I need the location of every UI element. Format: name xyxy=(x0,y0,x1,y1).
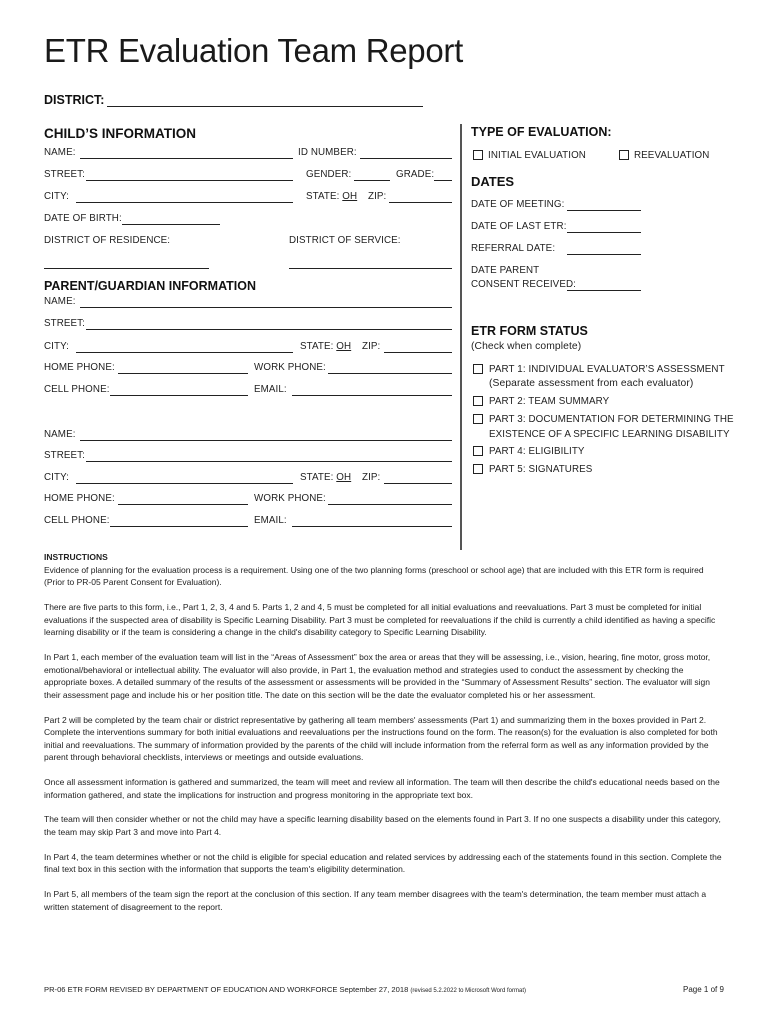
district-service-label: DISTRICT OF SERVICE: xyxy=(289,235,401,246)
referral-date-field[interactable] xyxy=(567,254,641,255)
parent1-email-label: EMAIL: xyxy=(254,384,287,395)
date-of-last-etr-label: DATE OF LAST ETR: xyxy=(471,221,567,232)
district-field[interactable] xyxy=(107,106,423,107)
parent2-state-label: STATE: xyxy=(300,472,337,483)
child-state-label: STATE: xyxy=(306,191,343,202)
parent1-cell-phone-label: CELL PHONE: xyxy=(44,384,110,395)
page-title: ETR Evaluation Team Report xyxy=(44,32,463,69)
parent1-work-phone-label: WORK PHONE: xyxy=(254,362,326,373)
parent1-street-label: STREET: xyxy=(44,318,85,329)
parent2-city-label: CITY: xyxy=(44,472,69,483)
child-name-field[interactable] xyxy=(80,158,293,159)
part4-label: PART 4: ELIGIBILITY xyxy=(489,446,585,457)
child-grade-label: GRADE: xyxy=(396,169,435,180)
parent1-city-label: CITY: xyxy=(44,341,69,352)
district-residence-field[interactable] xyxy=(44,268,209,269)
instructions-paragraph: In Part 1, each member of the evaluation team will list in the “Areas of Assessment” box the area or areas that they will be assessing, i.e., vision, hearing, fine motor, gross motor, emotional/behavioral or intellectual ability. The evaluator will also provide, in Part 1, the evaluation method and strategies used to conduct the assessment by checking the appropriate boxes. A detailed summary of the results of the assessment or assessments will be provided in the “Summary of Assessment Results” section. The evaluator will sign their assessment page and include his or her position title. The date on this section will be the date the evaluator completed his or her assessment. xyxy=(44,651,711,700)
parent1-state-label: STATE: xyxy=(300,341,337,352)
instructions-paragraph: Evidence of planning for the evaluation process is a requirement. Using one of the two planning forms (preschool or school age) that are included with this ETR form is required (Prior to PR-05 Parent Consent for Evaluation). xyxy=(44,564,704,588)
part1-checkbox[interactable] xyxy=(473,364,483,374)
child-zip-label: ZIP: xyxy=(368,191,387,202)
footer-revised-note: (revised 5.2.2022 to Microsoft Word format) xyxy=(410,988,527,994)
child-info-heading: CHILD’S INFORMATION xyxy=(44,126,196,141)
part3-sublabel: EXISTENCE OF A SPECIFIC LEARNING DISABILITY xyxy=(489,429,730,440)
child-dob-label: DATE OF BIRTH: xyxy=(44,213,122,224)
parent1-street-field[interactable] xyxy=(86,329,452,330)
instructions-heading: INSTRUCTIONS xyxy=(44,552,108,562)
parent1-home-phone-field[interactable] xyxy=(118,373,248,374)
parent2-cell-phone-label: CELL PHONE: xyxy=(44,515,110,526)
child-state xyxy=(306,191,357,202)
child-dob-field[interactable] xyxy=(122,224,220,225)
district-label: DISTRICT: xyxy=(44,93,105,107)
date-of-last-etr-field[interactable] xyxy=(567,232,641,233)
part4-checkbox[interactable] xyxy=(473,446,483,456)
parent2-zip-label: ZIP: xyxy=(362,472,381,483)
initial-evaluation-label: INITIAL EVALUATION xyxy=(488,150,586,161)
reevaluation-label: REEVALUATION xyxy=(634,150,710,161)
etr-form-status-heading: ETR FORM STATUS xyxy=(471,324,588,338)
referral-date-label: REFERRAL DATE: xyxy=(471,243,556,254)
child-gender-field[interactable] xyxy=(354,180,390,181)
child-street-label: STREET: xyxy=(44,169,85,180)
child-zip-field[interactable] xyxy=(389,202,452,203)
initial-evaluation-checkbox[interactable] xyxy=(473,150,483,160)
parent1-state xyxy=(300,341,351,352)
page-number: Page 1 of 9 xyxy=(683,985,724,994)
parent2-work-phone-label: WORK PHONE: xyxy=(254,493,326,504)
parent1-email-field[interactable] xyxy=(292,395,452,396)
child-city-label: CITY: xyxy=(44,191,69,202)
parent1-name-field[interactable] xyxy=(80,307,452,308)
parent1-home-phone-label: HOME PHONE: xyxy=(44,362,115,373)
parent2-work-phone-field[interactable] xyxy=(328,504,452,505)
part1-sublabel: (Separate assessment from each evaluator) xyxy=(489,378,694,389)
child-name-label: NAME: xyxy=(44,147,76,158)
part2-label: PART 2: TEAM SUMMARY xyxy=(489,396,610,407)
part3-label: PART 3: DOCUMENTATION FOR DETERMINING THE xyxy=(489,414,734,425)
parent1-city-field[interactable] xyxy=(76,352,293,353)
instructions-paragraph: In Part 4, the team determines whether or not the child is eligible for special education and related services by addressing each of the statements found in this section. Complete the final text box in this section with the information that supports the team's eligibility determination. xyxy=(44,851,722,875)
child-city-field[interactable] xyxy=(76,202,293,203)
parent2-city-field[interactable] xyxy=(76,483,293,484)
column-divider xyxy=(460,124,462,550)
type-of-evaluation-heading: TYPE OF EVALUATION: xyxy=(471,125,612,139)
parent2-email-label: EMAIL: xyxy=(254,515,287,526)
parent2-street-field[interactable] xyxy=(86,461,452,462)
instructions-section xyxy=(44,551,724,926)
child-grade-field[interactable] xyxy=(434,180,452,181)
parent1-cell-phone-field[interactable] xyxy=(110,395,248,396)
check-when-complete-note: (Check when complete) xyxy=(471,341,582,352)
reevaluation-checkbox[interactable] xyxy=(619,150,629,160)
instructions-paragraph: Part 2 will be completed by the team chair or district representative by gathering all team members' assessments (Part 1) and summarizing them in the boxes provided in Part 2. Complete the interventions summary for both initial evaluations and reevaluations per the instructions found on the form. The reason(s) for the evaluation is also completed for both initial and reevaluations. The summary of information provided by the parents of the child will include information from the referral form as well as any information provided by the parent through behavioral checklists, interviews or meetings and outside evaluations. xyxy=(44,714,718,763)
child-id-label: ID NUMBER: xyxy=(298,147,357,158)
parent2-email-field[interactable] xyxy=(292,526,452,527)
child-gender-label: GENDER: xyxy=(306,169,352,180)
child-state-value[interactable]: OH xyxy=(342,191,358,202)
parent2-name-field[interactable] xyxy=(80,440,452,441)
parent1-state-value[interactable]: OH xyxy=(336,341,352,352)
parent2-state-value[interactable]: OH xyxy=(336,472,352,483)
parent2-name-label: NAME: xyxy=(44,429,76,440)
parent1-work-phone-field[interactable] xyxy=(328,373,452,374)
date-of-meeting-label: DATE OF MEETING: xyxy=(471,199,565,210)
district-residence-label: DISTRICT OF RESIDENCE: xyxy=(44,235,171,246)
part2-checkbox[interactable] xyxy=(473,396,483,406)
instructions-paragraph: There are five parts to this form, i.e., Part 1, 2, 3, 4 and 5. Parts 1, 2 and 4, 5 must be completed for all initial evaluations and reevaluations. Part 3 must be completed for initial evaluations if the suspected area of disability is Specific Learning Disability. Part 3 must be completed for reevaluations if the child is currently a child identified as having a specific learning disability or if the team is considering a change in the child's disability category to Specific Learning Disability. xyxy=(44,601,716,638)
date-of-meeting-field[interactable] xyxy=(567,210,641,211)
parent-info-heading: PARENT/GUARDIAN INFORMATION xyxy=(44,279,257,293)
parent1-name-label: NAME: xyxy=(44,296,76,307)
footer xyxy=(44,985,526,994)
instructions-paragraph: The team will then consider whether or not the child may have a specific learning disability based on the elements found in Part 3. If no one suspects a disability under this category, the team may skip Part 3 and move into Part 4. xyxy=(44,814,721,838)
part3-checkbox[interactable] xyxy=(473,414,483,424)
child-street-field[interactable] xyxy=(86,180,293,181)
parent2-state xyxy=(300,472,351,483)
district-service-field[interactable] xyxy=(289,268,452,269)
parent1-zip-field[interactable] xyxy=(384,352,452,353)
parent2-street-label: STREET: xyxy=(44,450,85,461)
instructions-paragraph: In Part 5, all members of the team sign the report at the conclusion of this section. If any team member disagrees with the team's determination, the team member must attach a written statement of disagreement to the report. xyxy=(44,889,707,912)
consent-date-label-line2: CONSENT RECEIVED: xyxy=(471,279,576,290)
instructions-paragraph: Once all assessment information is gathered and summarized, the team will meet and review all information. The team will then describe the child's educational needs based on the information gathered, and state the implications for instruction and progress monitoring in the appropriate text box. xyxy=(44,777,720,800)
consent-date-label-line1: DATE PARENT xyxy=(471,265,540,276)
parent2-zip-field[interactable] xyxy=(384,483,452,484)
consent-date-field[interactable] xyxy=(567,290,641,291)
parent2-cell-phone-field[interactable] xyxy=(110,526,248,527)
child-id-field[interactable] xyxy=(360,158,452,159)
part1-label: PART 1: INDIVIDUAL EVALUATOR’S ASSESSMENT xyxy=(489,364,725,375)
parent2-home-phone-label: HOME PHONE: xyxy=(44,493,115,504)
parent2-home-phone-field[interactable] xyxy=(118,504,248,505)
part5-label: PART 5: SIGNATURES xyxy=(489,464,593,475)
part5-checkbox[interactable] xyxy=(473,464,483,474)
footer-text: PR-06 ETR FORM REVISED BY DEPARTMENT OF EDUCATION AND WORKFORCE September 27, 2018 xyxy=(44,985,411,994)
parent1-zip-label: ZIP: xyxy=(362,341,381,352)
dates-heading: DATES xyxy=(471,174,515,189)
